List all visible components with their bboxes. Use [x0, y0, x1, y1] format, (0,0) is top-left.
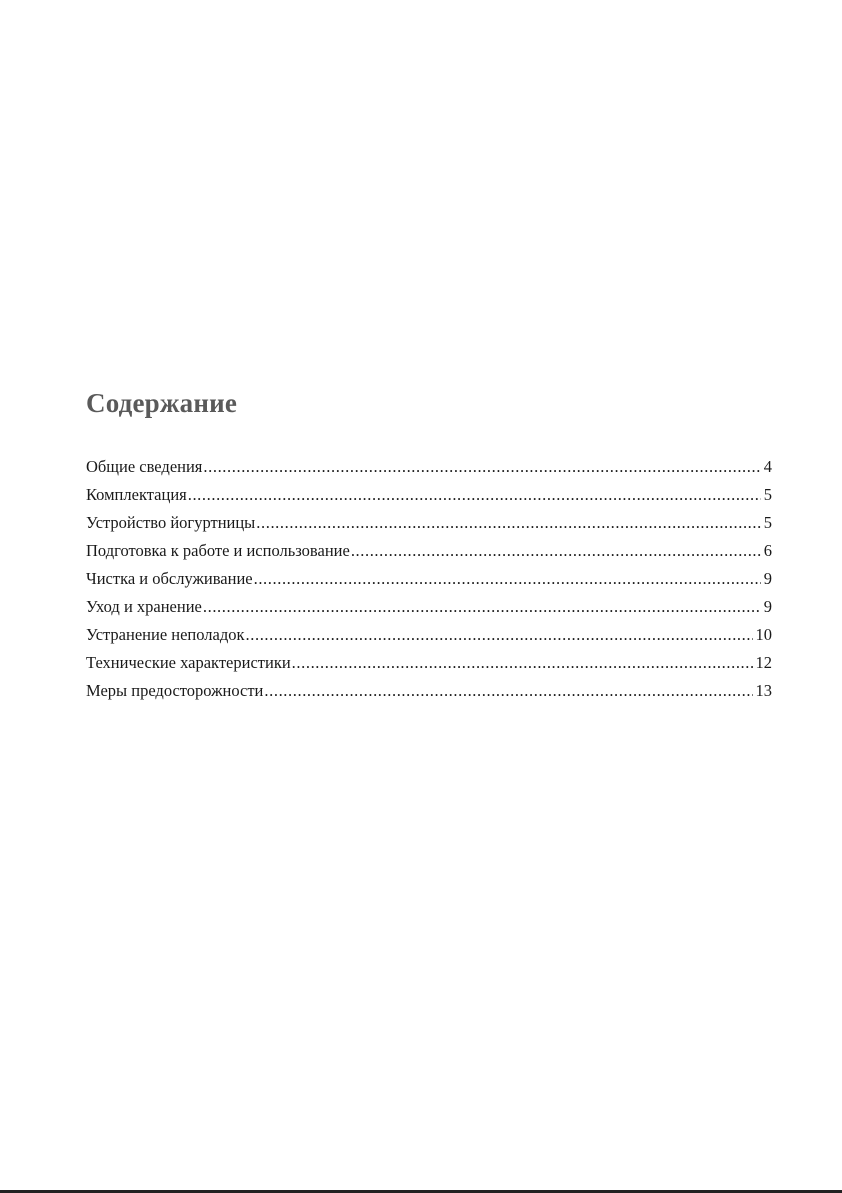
- toc-entry-label: Чистка и обслуживание: [86, 569, 253, 588]
- toc-leader-dots: [351, 537, 761, 565]
- toc-entry-page: 9: [763, 597, 772, 616]
- toc-entry-label: Устройство йогуртницы: [86, 513, 256, 532]
- toc-entry-label: Комплектация: [86, 485, 187, 504]
- toc-entry-label: Подготовка к работе и использование: [86, 541, 350, 560]
- toc-entry[interactable]: [86, 453, 772, 481]
- toc-leader-dots: [264, 677, 752, 705]
- toc-leader-dots: [292, 649, 753, 677]
- page-title: Содержание: [86, 388, 238, 418]
- toc-leader-dots: [203, 593, 761, 621]
- toc-entry-page: 10: [755, 625, 772, 644]
- toc-leader-dots: [246, 621, 753, 649]
- toc-leader-dots: [254, 565, 761, 593]
- toc-entry[interactable]: [86, 649, 772, 677]
- toc-entry-page: 5: [763, 485, 772, 504]
- toc-entry[interactable]: [86, 593, 772, 621]
- toc-entry[interactable]: [86, 677, 772, 705]
- toc-entry-page: 6: [763, 541, 772, 560]
- toc-entry-page: 13: [755, 681, 772, 700]
- toc-entry-label: Общие сведения: [86, 457, 203, 476]
- toc-entry-page: 12: [755, 653, 772, 672]
- toc-entry-page: 5: [763, 513, 772, 532]
- table-of-contents: [86, 453, 772, 705]
- toc-entry-label: Устранение неполадок: [86, 625, 245, 644]
- toc-entry[interactable]: [86, 509, 772, 537]
- toc-entry[interactable]: [86, 621, 772, 649]
- toc-entry[interactable]: [86, 537, 772, 565]
- toc-entry[interactable]: [86, 565, 772, 593]
- toc-entry-page: 4: [763, 457, 772, 476]
- toc-leader-dots: [256, 509, 760, 537]
- toc-entry[interactable]: [86, 481, 772, 509]
- toc-entry-label: Уход и хранение: [86, 597, 202, 616]
- toc-entry-page: 9: [763, 569, 772, 588]
- toc-leader-dots: [203, 453, 760, 481]
- toc-entry-label: Технические характеристики: [86, 653, 291, 672]
- toc-entry-label: Меры предосторожности: [86, 681, 264, 700]
- toc-leader-dots: [188, 481, 761, 509]
